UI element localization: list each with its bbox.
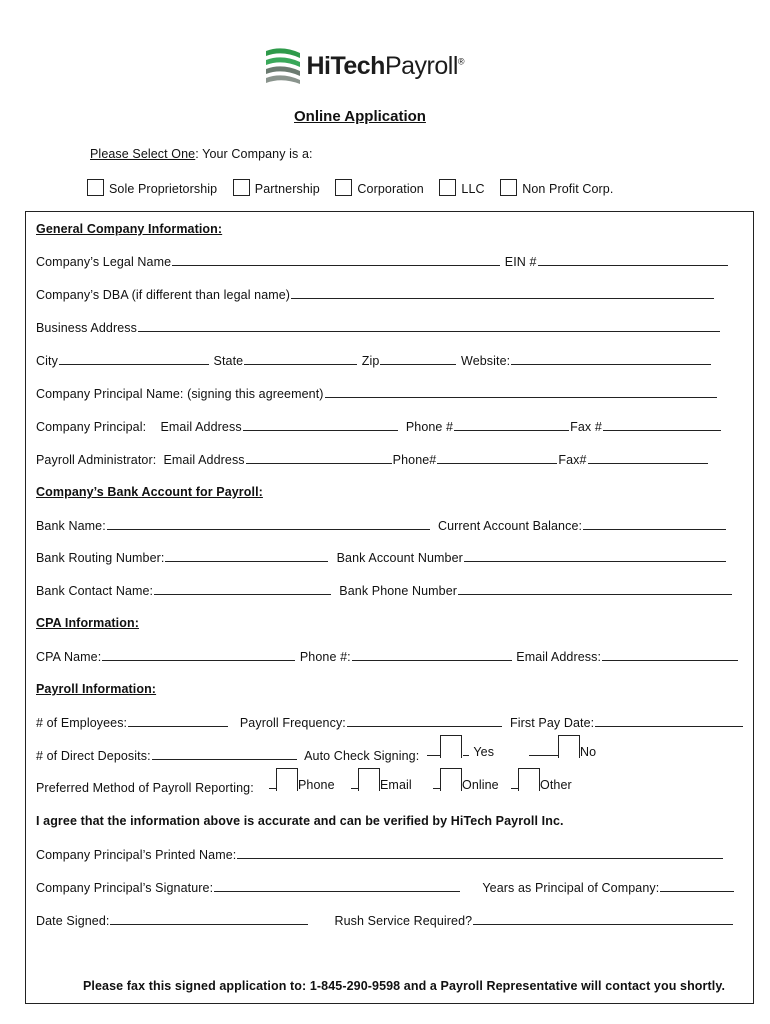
- row-bank-name: [36, 518, 727, 533]
- signature-field[interactable]: [214, 880, 460, 892]
- other-checkbox[interactable]: [518, 768, 540, 791]
- first-pay-field[interactable]: [595, 715, 743, 727]
- option-non-profit[interactable]: Non Profit Corp.: [500, 182, 613, 196]
- row-date-signed: [36, 913, 734, 928]
- auto-check-no[interactable]: [528, 735, 596, 759]
- principal-name-label: Company Principal Name: (signing this agreement): [36, 387, 324, 401]
- dba-label: Company’s DBA (if different than legal name): [36, 288, 291, 302]
- email-label: Email: [380, 778, 412, 792]
- years-field[interactable]: [660, 880, 734, 892]
- row-principal-name: [36, 386, 718, 401]
- logo-text-light: Payroll: [384, 51, 458, 80]
- row-bank-routing: [36, 550, 727, 565]
- cpa-phone-field[interactable]: [352, 649, 512, 661]
- checkbox-partnership[interactable]: [233, 179, 250, 196]
- selection-prompt-suffix: : Your Company is a:: [195, 147, 313, 161]
- bank-phone-label: Bank Phone Number: [339, 584, 458, 598]
- row-legal-name: [36, 254, 729, 269]
- fax-note: Please fax this signed application to: 1-845-290-9598 and a Payroll Representative will contact you shortly.: [83, 979, 726, 993]
- legal-name-label: Company’s Legal Name: [36, 255, 172, 269]
- ein-label: EIN #: [504, 255, 537, 269]
- principal-fax-label: Fax #: [570, 420, 602, 434]
- cpa-name-field[interactable]: [102, 649, 295, 661]
- option-corporation[interactable]: Corporation: [335, 182, 423, 196]
- business-address-field[interactable]: [138, 320, 720, 332]
- website-label: Website:: [461, 354, 511, 368]
- principal-email-label: Email Address: [160, 420, 242, 434]
- balance-label: Current Account Balance:: [437, 519, 583, 533]
- principal-email-field[interactable]: [243, 419, 398, 431]
- bank-name-label: Bank Name:: [36, 519, 106, 533]
- account-label: Bank Account Number: [336, 551, 463, 565]
- employees-label: # of Employees:: [36, 716, 128, 730]
- row-employees: [36, 715, 744, 730]
- auto-check-label: Auto Check Signing:: [304, 749, 420, 763]
- no-label: No: [580, 745, 597, 759]
- selection-prompt-row: [90, 147, 313, 161]
- employees-field[interactable]: [128, 715, 228, 727]
- checkbox-corporation[interactable]: [335, 179, 352, 196]
- method-phone[interactable]: [268, 768, 335, 792]
- legal-name-field[interactable]: [172, 254, 500, 266]
- admin-fax-field[interactable]: [588, 452, 708, 464]
- company-type-options: [87, 179, 613, 196]
- yes-checkbox[interactable]: [440, 735, 462, 758]
- payroll-heading: Payroll Information:: [36, 682, 157, 696]
- row-reporting-label: [36, 781, 254, 795]
- bank-name-field[interactable]: [107, 518, 430, 530]
- method-email[interactable]: [350, 768, 412, 792]
- company-logo: [264, 47, 464, 85]
- option-partnership[interactable]: Partnership: [233, 182, 320, 196]
- yes-label: Yes: [473, 745, 495, 759]
- registered-mark: ®: [457, 56, 465, 67]
- first-pay-label: First Pay Date:: [510, 716, 595, 730]
- selection-prompt: Please Select One: [90, 147, 196, 161]
- principal-phone-label: Phone #: [405, 420, 454, 434]
- bank-phone-field[interactable]: [458, 583, 732, 595]
- frequency-label: Payroll Frequency:: [239, 716, 346, 730]
- bank-contact-label: Bank Contact Name:: [36, 584, 154, 598]
- state-field[interactable]: [244, 353, 357, 365]
- business-address-label: Business Address: [36, 321, 137, 335]
- admin-label: Payroll Administrator:: [36, 453, 157, 467]
- printed-name-label: Company Principal’s Printed Name:: [36, 848, 237, 862]
- admin-phone-label: Phone#: [392, 453, 437, 467]
- principal-name-field[interactable]: [325, 386, 717, 398]
- balance-field[interactable]: [583, 518, 726, 530]
- admin-email-field[interactable]: [246, 452, 392, 464]
- phone-checkbox[interactable]: [276, 768, 298, 791]
- method-online[interactable]: [432, 768, 499, 792]
- row-dba: [36, 287, 715, 302]
- no-checkbox[interactable]: [558, 735, 580, 758]
- direct-deposits-field[interactable]: [152, 748, 297, 760]
- cpa-heading: CPA Information:: [36, 616, 139, 630]
- rush-label: Rush Service Required?: [334, 914, 473, 928]
- city-field[interactable]: [59, 353, 209, 365]
- city-label: City: [36, 354, 58, 368]
- date-signed-field[interactable]: [110, 913, 308, 925]
- frequency-field[interactable]: [347, 715, 502, 727]
- signature-label: Company Principal’s Signature:: [36, 881, 214, 895]
- checkbox-non-profit[interactable]: [500, 179, 517, 196]
- checkbox-sole-proprietorship[interactable]: [87, 179, 104, 196]
- phone-label: Phone: [298, 778, 335, 792]
- principal-label: Company Principal:: [36, 420, 147, 434]
- ein-field[interactable]: [538, 254, 728, 266]
- yes-underline: [427, 744, 441, 756]
- state-label: State: [213, 354, 244, 368]
- checkbox-llc[interactable]: [439, 179, 456, 196]
- admin-phone-field[interactable]: [437, 452, 557, 464]
- option-llc[interactable]: LLC: [439, 182, 484, 196]
- method-other[interactable]: [510, 768, 572, 792]
- bank-contact-field[interactable]: [154, 583, 331, 595]
- row-cpa: [36, 649, 739, 664]
- general-heading: General Company Information:: [36, 222, 223, 236]
- online-label: Online: [462, 778, 499, 792]
- email-checkbox[interactable]: [358, 768, 380, 791]
- date-signed-label: Date Signed:: [36, 914, 110, 928]
- logo-text-bold: HiTech: [306, 51, 385, 80]
- admin-fax-label: Fax#: [558, 453, 587, 467]
- direct-deposits-label: # of Direct Deposits:: [36, 749, 151, 763]
- routing-label: Bank Routing Number:: [36, 551, 165, 565]
- reporting-label: Preferred Method of Payroll Reporting:: [36, 781, 254, 795]
- principal-fax-field[interactable]: [603, 419, 721, 431]
- auto-check-yes[interactable]: [426, 735, 494, 759]
- yes-underline-right: [463, 744, 469, 756]
- account-field[interactable]: [464, 550, 726, 562]
- row-signature: [36, 880, 735, 895]
- website-field[interactable]: [511, 353, 711, 365]
- other-label: Other: [540, 778, 572, 792]
- admin-email-label: Email Address: [163, 453, 245, 467]
- row-principal-contact: [36, 419, 722, 434]
- hitech-logo-icon: [264, 47, 302, 85]
- principal-phone-field[interactable]: [454, 419, 569, 431]
- dba-field[interactable]: [291, 287, 714, 299]
- no-underline: [529, 744, 559, 756]
- agreement-statement: I agree that the information above is accurate and can be verified by HiTech Payroll Inc.: [36, 814, 564, 828]
- row-printed-name: [36, 847, 724, 862]
- cpa-email-label: Email Address:: [516, 650, 602, 664]
- option-sole-proprietorship[interactable]: Sole Proprietorship: [87, 182, 217, 196]
- rush-field[interactable]: [473, 913, 733, 925]
- row-admin-contact: [36, 452, 709, 467]
- row-city-state: [36, 353, 712, 368]
- zip-label: Zip: [361, 354, 380, 368]
- cpa-email-field[interactable]: [602, 649, 738, 661]
- years-label: Years as Principal of Company:: [482, 881, 660, 895]
- row-business-address: [36, 320, 721, 335]
- cpa-name-label: CPA Name:: [36, 650, 102, 664]
- online-checkbox[interactable]: [440, 768, 462, 791]
- row-bank-contact: [36, 583, 733, 598]
- printed-name-field[interactable]: [237, 847, 723, 859]
- zip-field[interactable]: [380, 353, 456, 365]
- routing-field[interactable]: [165, 550, 328, 562]
- bank-heading: Company’s Bank Account for Payroll:: [36, 485, 263, 499]
- page-title: Online Application: [294, 108, 426, 125]
- cpa-phone-label: Phone #:: [299, 650, 351, 664]
- row-direct-deposits: [36, 748, 419, 763]
